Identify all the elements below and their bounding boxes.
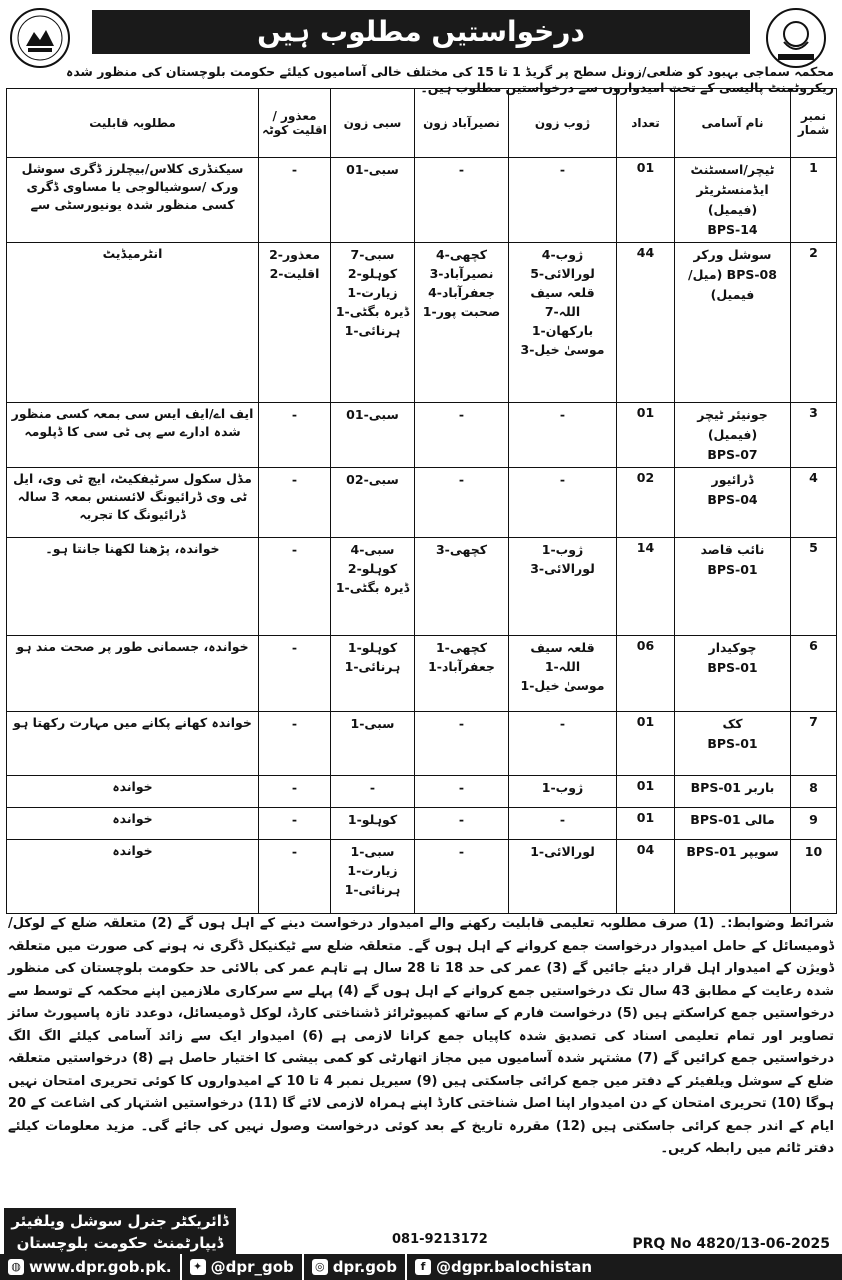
table-row [7, 840, 837, 914]
website-link[interactable]: www.dpr.gob.pk. [29, 1258, 172, 1276]
cell-zhob [509, 636, 617, 712]
table-row [7, 636, 837, 712]
table-row [7, 712, 837, 776]
post-name: سویپر BPS-01 [686, 844, 779, 859]
terms-and-conditions: شرائط وضوابط:۔ (1) صرف مطلوبہ تعلیمی قابلیت رکھنے والے امیدوار درخواست دینے کے اہل ہوں گے (2) متعلقہ ضلع کے لوکل/ڈومیسائل کے حامل امیدوار درخواست جمع کروانے کے اہل ہوں گے۔ متعلقہ ضلع سے ٹیکنیکل ڈگری نہ ہونے کی صورت میں متعلقہ ڈویژن کے امیدوار اہل قرار دیئے جائیں گے (3) عمر کی حد 18 تا 28 سال ہے تاہم عمر کی بالائی حد حکومت بلوچستان کی منظور شدہ رعایت کے مطابق 43 سال تک درخواستیں جمع کروانے کے اہل ہوں گے (4) پہلے سے سرکاری ملازمین اپنے محکمہ کے توسط سے درخواستیں جمع کراسکتے ہیں (5) درخواست فارم کے ساتھ کمپیوٹرائز ڈشناختی کارڈ، لوکل ڈومیسائل، دوعدد تازہ پاسپورٹ سائز تصاویر اور تمام تعلیمی اسناد کی تصدیق شدہ کاپیاں جمع کرانا لازمی ہے (6) امیدوار ایک سے زائد آسامی کیلئے الگ الگ درخواستیں جمع کرائیں گے (7) مشتہر شدہ آسامیوں میں مجاز اتھارٹی کو کمی بیشی کا اختیار حاصل ہے (8) درخواستیں متعلقہ ضلع کے سوشل ویلفیئر کے دفتر میں جمع کرائی جاسکتی ہیں (9) سیریل نمبر 4 تا 10 کے امیدواروں کا کوئی تحریری امتحان نہیں ہوگا (10) تحریری امتحان کے دن امیدوار اپنا اصل شناختی کارڈ اپنے ہمراہ لازمی لائے گا (11) درخواستیں اشتہار کی اشاعت کے 20 ایام کے اندر جمع کرائی جاسکتی ہیں (12) مقررہ تاریخ کے بعد کوئی درخواست وصول نہیں کی جائے گی۔ مزید معلومات کیلئے دفتر ٹائم میں رابطہ کریں۔ [8, 916, 835, 1156]
naseerabad-values: - [458, 472, 465, 487]
cell-naseerabad [415, 403, 509, 468]
cell-sibi [331, 808, 415, 840]
header-sno: نمبر شمار [791, 89, 837, 158]
cell-disabled [259, 538, 331, 636]
cell-sibi [331, 538, 415, 636]
post-name: مالی BPS-01 [690, 812, 775, 827]
issuer-box [4, 1208, 236, 1256]
twitter-handle[interactable]: @dpr_gob [210, 1258, 294, 1276]
cell-disabled [259, 158, 331, 243]
cell-qualification: انٹرمیڈیٹ [7, 243, 259, 403]
cell-disabled [259, 776, 331, 808]
cell-naseerabad [415, 468, 509, 538]
zhob-values: - [559, 812, 566, 827]
cell-sibi [331, 468, 415, 538]
post-name: چوکیدار [708, 640, 757, 655]
cell-post [675, 776, 791, 808]
zhob-values: ژوب-4 لورالائی-5 قلعہ سیف اللہ-7 بارکھان-1 موسیٰ خیل-3 [520, 247, 605, 357]
cell-post [675, 243, 791, 403]
disabled-values: - [291, 162, 298, 177]
cell-sibi [331, 636, 415, 712]
cell-post [675, 538, 791, 636]
disabled-values: معذور-2 اقلیت-2 [269, 247, 320, 281]
header-zhob: ژوب زون [509, 89, 617, 158]
intro-text: محکمہ سماجی بہبود کو ضلعی/زونل سطح پر گریڈ 1 تا 15 کی مختلف خالی آسامیوں کیلئے حکومت بلوچستان کی منظور شدہ ریکروٹمنٹ پالیسی کے تحت امیدواروں سے درخواستیں مطلوب ہیں۔ [66, 64, 834, 95]
cell-naseerabad [415, 712, 509, 776]
facebook-handle[interactable]: @dgpr.balochistan [436, 1258, 593, 1276]
cell-sibi [331, 158, 415, 243]
cell-count: 02 [617, 468, 675, 538]
naseerabad-values: - [458, 716, 465, 731]
cell-sibi [331, 403, 415, 468]
cell-qualification: ایف اے/ایف ایس سی بمعہ کسی منظور شدہ ادارے سے پی ٹی سی کا ڈپلومہ [7, 403, 259, 468]
sibi-values: سبی-7 کوہلو-2 زیارت-1 ڈیرہ بگٹی-1 ہرنائی-1 [335, 247, 410, 338]
cell-disabled [259, 468, 331, 538]
header-naseerabad: نصیرآباد زون [415, 89, 509, 158]
zhob-values: - [559, 716, 566, 731]
cell-disabled [259, 840, 331, 914]
header-disabled: معذور /اقلیت کوٹہ [259, 89, 331, 158]
cell-disabled [259, 243, 331, 403]
cell-count: 14 [617, 538, 675, 636]
cell-zhob [509, 538, 617, 636]
cell-count: 01 [617, 776, 675, 808]
cell-count: 01 [617, 712, 675, 776]
zhob-values: لورالائی-1 [530, 844, 595, 859]
post-name: سوشل ورکر BPS-08 (میل/فیمیل) [688, 247, 777, 302]
cell-count: 44 [617, 243, 675, 403]
table-row [7, 538, 837, 636]
cell-post [675, 468, 791, 538]
cell-count: 04 [617, 840, 675, 914]
twitter-icon: ✦ [190, 1259, 206, 1275]
naseerabad-values: - [458, 162, 465, 177]
header-count: تعداد [617, 89, 675, 158]
post-bps: BPS-04 [707, 492, 758, 507]
cell-post [675, 808, 791, 840]
post-bps: BPS-07 [707, 447, 758, 462]
cell-sibi [331, 776, 415, 808]
post-name: ٹیچر/اسسٹنٹ ایڈمنسٹریٹر (فیمیل) [690, 162, 775, 217]
cell-disabled [259, 636, 331, 712]
zhob-values: - [559, 472, 566, 487]
disabled-values: - [291, 844, 298, 859]
zhob-values: - [559, 162, 566, 177]
sibi-values: سبی-4 کوہلو-2 ڈیرہ بگٹی-1 [335, 542, 410, 595]
cell-sno: 7 [791, 712, 837, 776]
cell-sno: 2 [791, 243, 837, 403]
disabled-values: - [291, 780, 298, 795]
cell-qualification: خواندہ [7, 840, 259, 914]
footer-web[interactable] [0, 1254, 182, 1280]
naseerabad-values: کچھی-3 [435, 542, 488, 557]
cell-qualification: خواندہ [7, 808, 259, 840]
cell-qualification: سیکنڈری کلاس/بیچلرز ڈگری سوشل ورک /سوشیالوجی یا مساوی ڈگری کسی منظور شدہ یونیورسٹی سے [7, 158, 259, 243]
footer-instagram[interactable] [304, 1254, 407, 1280]
naseerabad-values: - [458, 844, 465, 859]
post-name: ڈرائیور [711, 472, 754, 487]
cell-zhob [509, 776, 617, 808]
cell-qualification: خواندہ کھانے پکانے میں مہارت رکھتا ہو [7, 712, 259, 776]
sibi-values: سبی-1 زیارت-1 ہرنائی-1 [344, 844, 401, 897]
table-row [7, 808, 837, 840]
cell-qualification: مڈل سکول سرٹیفکیٹ، ایچ ٹی وی، ایل ٹی وی ڈرائیونگ لائسنس بمعہ 3 سالہ ڈرائیونگ کا تجربہ [7, 468, 259, 538]
cell-post [675, 712, 791, 776]
header-post: نام آسامی [675, 89, 791, 158]
cell-disabled [259, 403, 331, 468]
cell-sno: 5 [791, 538, 837, 636]
cell-naseerabad [415, 840, 509, 914]
issuer-line-2: ڈیپارٹمنٹ حکومت بلوچستان [16, 1234, 224, 1252]
zhob-values: ژوب-1 لورالائی-3 [530, 542, 595, 576]
table-row [7, 403, 837, 468]
cell-disabled [259, 712, 331, 776]
post-bps: BPS-01 [707, 736, 758, 751]
cell-sno: 3 [791, 403, 837, 468]
posts-table [6, 88, 837, 914]
naseerabad-values: - [458, 780, 465, 795]
sibi-values: سبی-1 [350, 716, 395, 731]
social-welfare-emblem-icon [764, 6, 828, 70]
footer-facebook[interactable] [407, 1254, 600, 1280]
cell-zhob [509, 840, 617, 914]
header-sibi: سبی زون [331, 89, 415, 158]
post-name: باربر BPS-01 [690, 780, 775, 795]
cell-count: 01 [617, 808, 675, 840]
cell-post [675, 403, 791, 468]
footer-bar [0, 1254, 842, 1280]
post-bps: BPS-01 [707, 562, 758, 577]
cell-sibi [331, 243, 415, 403]
cell-count: 01 [617, 158, 675, 243]
cell-naseerabad [415, 158, 509, 243]
disabled-values: - [291, 812, 298, 827]
cell-sibi [331, 712, 415, 776]
cell-disabled [259, 808, 331, 840]
cell-naseerabad [415, 808, 509, 840]
cell-post [675, 636, 791, 712]
cell-zhob [509, 403, 617, 468]
cell-qualification: خواندہ، جسمانی طور پر صحت مند ہو [7, 636, 259, 712]
page-title: درخواستیں مطلوب ہیں [92, 10, 750, 54]
cell-naseerabad [415, 243, 509, 403]
cell-qualification: خواندہ، پڑھنا لکھنا جانتا ہو۔ [7, 538, 259, 636]
cell-sno: 4 [791, 468, 837, 538]
contact-phone: 081-9213172 [392, 1232, 488, 1247]
facebook-icon: f [415, 1259, 431, 1275]
table-row [7, 776, 837, 808]
cell-sno: 10 [791, 840, 837, 914]
post-name: جونیئر ٹیچر (فیمیل) [697, 407, 768, 442]
prq-number: PRQ No 4820/13-06-2025 [632, 1236, 830, 1252]
sibi-values: - [369, 780, 376, 795]
cell-naseerabad [415, 636, 509, 712]
cell-naseerabad [415, 776, 509, 808]
cell-naseerabad [415, 538, 509, 636]
sibi-values: کوہلو-1 ہرنائی-1 [344, 640, 401, 674]
globe-icon: ◍ [8, 1259, 24, 1275]
zhob-values: - [559, 407, 566, 422]
cell-sno: 9 [791, 808, 837, 840]
disabled-values: - [291, 640, 298, 655]
cell-zhob [509, 243, 617, 403]
table-row [7, 468, 837, 538]
cell-sibi [331, 840, 415, 914]
post-bps: BPS-01 [707, 660, 758, 675]
cell-sno: 1 [791, 158, 837, 243]
header-qualification: مطلوبہ قابلیت [7, 89, 259, 158]
naseerabad-values: کچھی-4 نصیرآباد-3 جعفرآباد-4 صحبت پور-1 [422, 247, 501, 319]
sibi-values: سبی-01 [346, 162, 399, 177]
zhob-values: ژوب-1 [541, 780, 584, 795]
cell-zhob [509, 712, 617, 776]
cell-count: 01 [617, 403, 675, 468]
post-name: نائب قاصد [700, 542, 765, 557]
cell-sno: 8 [791, 776, 837, 808]
zhob-values: قلعہ سیف اللہ-1 موسیٰ خیل-1 [520, 640, 605, 693]
balochistan-emblem-icon [8, 6, 72, 70]
cell-post [675, 840, 791, 914]
cell-zhob [509, 808, 617, 840]
issuer-line-1: ڈائریکٹر جنرل سوشل ویلفیئر [11, 1212, 229, 1230]
sibi-values: سبی-02 [346, 472, 399, 487]
disabled-values: - [291, 472, 298, 487]
disabled-values: - [291, 542, 298, 557]
cell-post [675, 158, 791, 243]
cell-count: 06 [617, 636, 675, 712]
naseerabad-values: کچھی-1 جعفرآباد-1 [428, 640, 495, 674]
post-bps: BPS-14 [707, 222, 758, 237]
naseerabad-values: - [458, 812, 465, 827]
cell-zhob [509, 468, 617, 538]
cell-sno: 6 [791, 636, 837, 712]
footer-twitter[interactable] [182, 1254, 304, 1280]
sibi-values: کوہلو-1 [347, 812, 398, 827]
disabled-values: - [291, 407, 298, 422]
post-name: کک [722, 716, 743, 731]
table-row [7, 158, 837, 243]
disabled-values: - [291, 716, 298, 731]
instagram-handle[interactable]: dpr.gob [332, 1258, 398, 1276]
sibi-values: سبی-01 [346, 407, 399, 422]
table-row [7, 243, 837, 403]
naseerabad-values: - [458, 407, 465, 422]
instagram-icon: ◎ [312, 1259, 328, 1275]
cell-qualification: خواندہ [7, 776, 259, 808]
table-header-row [7, 89, 837, 158]
cell-zhob [509, 158, 617, 243]
